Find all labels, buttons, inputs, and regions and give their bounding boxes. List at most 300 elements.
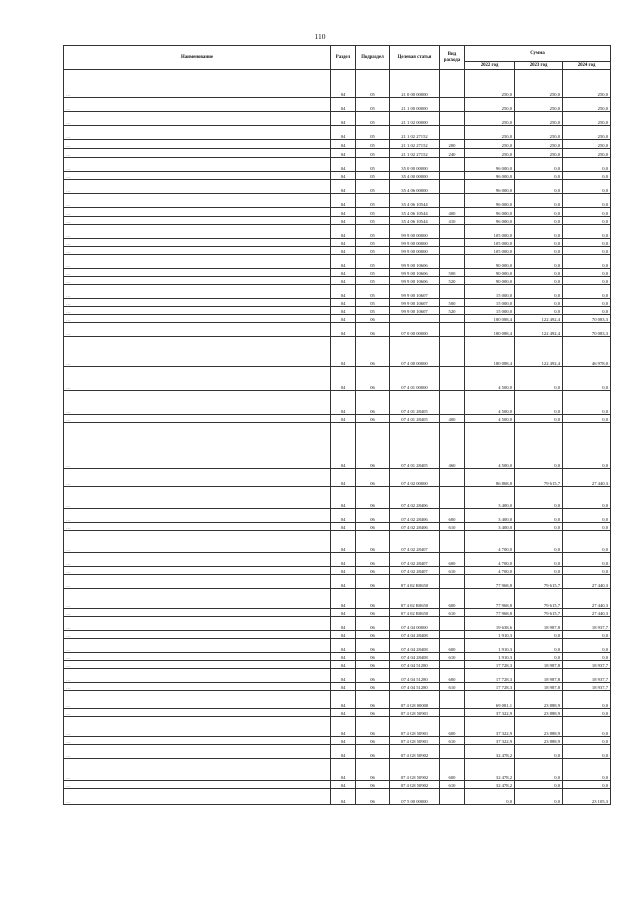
row-razdel: 04: [331, 653, 356, 661]
row-sum-2024: 0,0: [563, 307, 611, 315]
row-razdel: 04: [331, 609, 356, 617]
row-sum-2022: 4 500,0: [465, 423, 515, 469]
row-sum-2024: 0,0: [563, 737, 611, 745]
row-tselevaya-statya: 07 4 G8 00000: [390, 691, 440, 709]
row-vid-raskhodov: [440, 575, 465, 589]
row-vid-raskhodov: [440, 487, 465, 509]
row-podrazdel: 06: [356, 759, 390, 781]
row-sum-2022: 96 000,0: [465, 208, 515, 217]
row-tselevaya-statya: 07 4 01 28405: [390, 415, 440, 423]
table-row: [64, 307, 611, 315]
row-name: …: [64, 423, 331, 469]
row-sum-2023: 23 888,9: [515, 717, 563, 737]
row-sum-2024: 0,0: [563, 391, 611, 415]
row-vid-raskhodov: [440, 70, 465, 98]
row-sum-2022: 15 000,0: [465, 307, 515, 315]
row-podrazdel: 06: [356, 509, 390, 523]
row-tselevaya-statya: 21 1 02 27152: [390, 140, 440, 149]
row-vid-raskhodov: [440, 709, 465, 717]
row-vid-raskhodov: [440, 661, 465, 669]
row-vid-raskhodov: 520: [440, 307, 465, 315]
row-razdel: 04: [331, 98, 356, 112]
row-razdel: 04: [331, 661, 356, 669]
row-podrazdel: 06: [356, 639, 390, 653]
row-sum-2022: 4 700,0: [465, 531, 515, 553]
row-sum-2022: 250,0: [465, 140, 515, 149]
row-tselevaya-statya: [390, 315, 440, 323]
row-tselevaya-statya: 07 4 01 00000: [390, 367, 440, 391]
row-podrazdel: 05: [356, 112, 390, 126]
row-podrazdel: 06: [356, 669, 390, 683]
row-sum-2022: 69 081,1: [465, 691, 515, 709]
row-vid-raskhodov: 610: [440, 523, 465, 531]
row-sum-2023: 0,0: [515, 423, 563, 469]
row-razdel: 04: [331, 553, 356, 567]
row-tselevaya-statya: 35 4 00 00000: [390, 172, 440, 180]
row-name: …: [64, 70, 331, 98]
row-podrazdel: 06: [356, 653, 390, 661]
row-name: …: [64, 487, 331, 509]
row-sum-2023: 0,0: [515, 255, 563, 269]
row-sum-2023: 18 987,8: [515, 669, 563, 683]
table-row: [64, 691, 611, 709]
row-sum-2024: 250,0: [563, 112, 611, 126]
header-vid-raskhodov: Вид расхода: [440, 46, 465, 70]
row-name: …: [64, 575, 331, 589]
row-sum-2022: 3 400,0: [465, 523, 515, 531]
row-vid-raskhodov: [440, 745, 465, 759]
row-vid-raskhodov: [440, 194, 465, 208]
row-name: …: [64, 255, 331, 269]
row-sum-2022: 250,0: [465, 98, 515, 112]
table-row: [64, 112, 611, 126]
row-sum-2023: 0,0: [515, 367, 563, 391]
row-podrazdel: 06: [356, 323, 390, 337]
budget-table: [63, 45, 611, 805]
row-sum-2024: 0,0: [563, 180, 611, 194]
row-tselevaya-statya: 07 4 04 28408: [390, 639, 440, 653]
row-name: …: [64, 469, 331, 487]
row-vid-raskhodov: [440, 469, 465, 487]
row-sum-2023: 0,0: [515, 239, 563, 247]
row-sum-2023: 0,0: [515, 180, 563, 194]
row-sum-2023: 250,0: [515, 126, 563, 140]
row-sum-2024: 0,0: [563, 367, 611, 391]
row-vid-raskhodov: [440, 172, 465, 180]
row-sum-2024: 0,0: [563, 225, 611, 239]
row-sum-2024: 0,0: [563, 239, 611, 247]
row-sum-2024: 0,0: [563, 255, 611, 269]
row-sum-2023: 23 888,9: [515, 709, 563, 717]
row-razdel: 04: [331, 126, 356, 140]
row-razdel: 04: [331, 255, 356, 269]
row-sum-2024: 0,0: [563, 269, 611, 277]
row-razdel: 04: [331, 487, 356, 509]
row-podrazdel: 06: [356, 589, 390, 609]
row-sum-2023: 0,0: [515, 567, 563, 575]
table-row: [64, 247, 611, 255]
row-sum-2024: 0,0: [563, 247, 611, 255]
table-row: [64, 759, 611, 781]
row-razdel: 04: [331, 523, 356, 531]
row-vid-raskhodov: [440, 247, 465, 255]
row-podrazdel: 06: [356, 789, 390, 805]
row-podrazdel: 06: [356, 415, 390, 423]
row-tselevaya-statya: 99 9 00 10606: [390, 269, 440, 277]
row-name: …: [64, 98, 331, 112]
row-razdel: 04: [331, 509, 356, 523]
row-name: …: [64, 523, 331, 531]
row-tselevaya-statya: 07 4 02 R0650: [390, 589, 440, 609]
row-name: …: [64, 745, 331, 759]
row-tselevaya-statya: 07 4 04 28408: [390, 631, 440, 639]
row-podrazdel: 05: [356, 247, 390, 255]
row-vid-raskhodov: [440, 285, 465, 299]
row-sum-2023: 79 615,7: [515, 469, 563, 487]
row-razdel: 04: [331, 789, 356, 805]
row-name: …: [64, 126, 331, 140]
table-row: [64, 225, 611, 239]
row-tselevaya-statya: 07 4 00 00000: [390, 337, 440, 367]
row-vid-raskhodov: [440, 255, 465, 269]
row-name: …: [64, 737, 331, 745]
table-row: [64, 423, 611, 469]
row-sum-2022: 250,0: [465, 70, 515, 98]
row-podrazdel: 06: [356, 315, 390, 323]
row-sum-2022: 96 000,0: [465, 158, 515, 172]
row-tselevaya-statya: 35 0 00 00000: [390, 158, 440, 172]
row-name: …: [64, 531, 331, 553]
row-podrazdel: 06: [356, 781, 390, 789]
row-vid-raskhodov: 610: [440, 653, 465, 661]
row-name: …: [64, 589, 331, 609]
header-year-2024: 2024 год: [563, 62, 611, 70]
row-sum-2022: 105 000,0: [465, 239, 515, 247]
row-name: …: [64, 759, 331, 781]
row-razdel: 04: [331, 194, 356, 208]
row-sum-2023: 79 615,7: [515, 589, 563, 609]
row-sum-2024: 0,0: [563, 217, 611, 225]
row-name: …: [64, 140, 331, 149]
row-vid-raskhodov: 610: [440, 781, 465, 789]
row-podrazdel: 06: [356, 661, 390, 669]
row-sum-2022: 3 400,0: [465, 487, 515, 509]
row-tselevaya-statya: 99 9 00 10607: [390, 307, 440, 315]
row-sum-2024: 0,0: [563, 639, 611, 653]
row-vid-raskhodov: [440, 617, 465, 631]
row-podrazdel: 05: [356, 208, 390, 217]
row-podrazdel: 06: [356, 709, 390, 717]
row-sum-2024: 0,0: [563, 487, 611, 509]
row-tselevaya-statya: 07 4 04 51280: [390, 683, 440, 691]
row-razdel: 04: [331, 575, 356, 589]
row-sum-2022: 1 910,3: [465, 639, 515, 653]
row-sum-2022: 17 728,3: [465, 669, 515, 683]
row-podrazdel: 05: [356, 70, 390, 98]
row-podrazdel: 06: [356, 531, 390, 553]
row-sum-2022: 4 500,0: [465, 391, 515, 415]
table-row: [64, 523, 611, 531]
row-sum-2024: 250,0: [563, 140, 611, 149]
row-sum-2024: 0,0: [563, 285, 611, 299]
table-row: [64, 180, 611, 194]
row-vid-raskhodov: 610: [440, 737, 465, 745]
row-sum-2024: 0,0: [563, 759, 611, 781]
row-sum-2022: 96 000,0: [465, 194, 515, 208]
row-sum-2022: 32 478,2: [465, 759, 515, 781]
row-podrazdel: 06: [356, 423, 390, 469]
row-name: …: [64, 225, 331, 239]
row-sum-2023: 0,0: [515, 277, 563, 285]
row-podrazdel: 06: [356, 367, 390, 391]
row-vid-raskhodov: 200: [440, 140, 465, 149]
row-tselevaya-statya: 07 4 G8 50902: [390, 781, 440, 789]
row-podrazdel: 05: [356, 307, 390, 315]
table-row: [64, 639, 611, 653]
page-number: 110: [314, 32, 326, 41]
row-podrazdel: 06: [356, 487, 390, 509]
row-razdel: 04: [331, 140, 356, 149]
row-vid-raskhodov: 610: [440, 609, 465, 617]
row-sum-2024: 27 440,3: [563, 589, 611, 609]
row-vid-raskhodov: [440, 239, 465, 247]
table-row: [64, 269, 611, 277]
table-row: [64, 781, 611, 789]
row-sum-2022: 180 088,4: [465, 323, 515, 337]
row-sum-2022: 19 638,6: [465, 617, 515, 631]
row-podrazdel: 05: [356, 140, 390, 149]
table-row: [64, 126, 611, 140]
row-vid-raskhodov: 520: [440, 277, 465, 285]
row-name: …: [64, 315, 331, 323]
row-sum-2022: 0,0: [465, 789, 515, 805]
row-tselevaya-statya: 07 4 02 28407: [390, 567, 440, 575]
row-razdel: 04: [331, 247, 356, 255]
row-sum-2023: 0,0: [515, 194, 563, 208]
row-vid-raskhodov: 600: [440, 589, 465, 609]
row-tselevaya-statya: 21 1 02 27152: [390, 149, 440, 158]
row-sum-2023: 0,0: [515, 225, 563, 239]
row-vid-raskhodov: [440, 391, 465, 415]
row-razdel: 04: [331, 285, 356, 299]
row-sum-2023: 0,0: [515, 217, 563, 225]
row-razdel: 04: [331, 337, 356, 367]
row-sum-2024: 0,0: [563, 691, 611, 709]
row-sum-2024: 0,0: [563, 299, 611, 307]
row-sum-2022: 96 000,0: [465, 217, 515, 225]
table-row: [64, 653, 611, 661]
row-sum-2022: 4 700,0: [465, 553, 515, 567]
row-sum-2022: 4 700,0: [465, 567, 515, 575]
row-razdel: 04: [331, 217, 356, 225]
row-sum-2022: 105 000,0: [465, 247, 515, 255]
row-name: …: [64, 683, 331, 691]
row-name: …: [64, 661, 331, 669]
row-razdel: 04: [331, 112, 356, 126]
table-row: [64, 277, 611, 285]
row-vid-raskhodov: [440, 112, 465, 126]
row-name: …: [64, 631, 331, 639]
row-name: …: [64, 509, 331, 523]
row-podrazdel: 05: [356, 126, 390, 140]
row-razdel: 04: [331, 391, 356, 415]
table-row: [64, 158, 611, 172]
row-razdel: 04: [331, 759, 356, 781]
row-sum-2023: 0,0: [515, 307, 563, 315]
row-sum-2024: 27 440,3: [563, 469, 611, 487]
row-sum-2023: 0,0: [515, 653, 563, 661]
row-podrazdel: 05: [356, 158, 390, 172]
row-podrazdel: 05: [356, 255, 390, 269]
row-tselevaya-statya: 21 1 00 00000: [390, 98, 440, 112]
row-razdel: 04: [331, 745, 356, 759]
row-name: …: [64, 307, 331, 315]
row-sum-2023: 23 888,9: [515, 737, 563, 745]
row-name: …: [64, 367, 331, 391]
row-sum-2022: 250,0: [465, 149, 515, 158]
row-name: …: [64, 709, 331, 717]
row-sum-2023: 0,0: [515, 553, 563, 567]
table-row: [64, 683, 611, 691]
row-vid-raskhodov: 600: [440, 717, 465, 737]
table-row: [64, 617, 611, 631]
table-row: [64, 575, 611, 589]
row-sum-2024: 0,0: [563, 423, 611, 469]
row-name: …: [64, 194, 331, 208]
row-podrazdel: 06: [356, 617, 390, 631]
row-razdel: 04: [331, 307, 356, 315]
row-vid-raskhodov: [440, 631, 465, 639]
table-row: [64, 631, 611, 639]
row-name: …: [64, 239, 331, 247]
table-row: [64, 194, 611, 208]
row-podrazdel: 06: [356, 567, 390, 575]
row-sum-2023: 250,0: [515, 70, 563, 98]
row-name: …: [64, 391, 331, 415]
row-sum-2024: 18 937,7: [563, 669, 611, 683]
row-razdel: 04: [331, 469, 356, 487]
row-sum-2022: 1 910,3: [465, 653, 515, 661]
row-sum-2022: 1 910,3: [465, 631, 515, 639]
row-sum-2024: 0,0: [563, 509, 611, 523]
table-row: [64, 789, 611, 805]
row-sum-2023: 122 492,4: [515, 315, 563, 323]
row-tselevaya-statya: 07 5 00 00000: [390, 789, 440, 805]
table-row: [64, 709, 611, 717]
table-body: [64, 70, 611, 805]
row-sum-2023: 0,0: [515, 745, 563, 759]
row-sum-2024: 0,0: [563, 158, 611, 172]
row-sum-2022: 15 000,0: [465, 285, 515, 299]
row-sum-2023: 122 492,4: [515, 337, 563, 367]
row-podrazdel: 05: [356, 269, 390, 277]
row-podrazdel: 06: [356, 609, 390, 617]
row-vid-raskhodov: 400: [440, 208, 465, 217]
table-row: [64, 391, 611, 415]
row-sum-2023: 250,0: [515, 112, 563, 126]
row-razdel: 04: [331, 208, 356, 217]
row-sum-2024: 18 937,7: [563, 683, 611, 691]
row-tselevaya-statya: 35 4 06 00000: [390, 180, 440, 194]
row-sum-2022: 37 322,9: [465, 737, 515, 745]
table-row: [64, 661, 611, 669]
row-sum-2024: 18 937,7: [563, 617, 611, 631]
row-sum-2022: 3 400,0: [465, 509, 515, 523]
row-tselevaya-statya: 99 9 00 10606: [390, 277, 440, 285]
table-row: [64, 367, 611, 391]
row-sum-2023: 250,0: [515, 98, 563, 112]
row-vid-raskhodov: 610: [440, 567, 465, 575]
row-razdel: 04: [331, 737, 356, 745]
table-row: [64, 208, 611, 217]
header-name: Наименование: [64, 46, 331, 70]
row-tselevaya-statya: 07 4 01 28405: [390, 423, 440, 469]
row-sum-2023: 0,0: [515, 391, 563, 415]
row-razdel: 04: [331, 172, 356, 180]
row-tselevaya-statya: 07 4 01 28405: [390, 391, 440, 415]
row-sum-2023: 0,0: [515, 269, 563, 277]
row-sum-2023: 18 987,8: [515, 661, 563, 669]
row-tselevaya-statya: 07 4 G8 50901: [390, 717, 440, 737]
row-podrazdel: 05: [356, 172, 390, 180]
row-sum-2023: 0,0: [515, 299, 563, 307]
row-vid-raskhodov: [440, 315, 465, 323]
row-vid-raskhodov: 600: [440, 553, 465, 567]
row-tselevaya-statya: 07 4 04 28408: [390, 653, 440, 661]
row-vid-raskhodov: [440, 98, 465, 112]
row-name: …: [64, 553, 331, 567]
table-row: [64, 285, 611, 299]
row-razdel: 04: [331, 669, 356, 683]
row-vid-raskhodov: [440, 158, 465, 172]
row-tselevaya-statya: 07 4 G8 50901: [390, 737, 440, 745]
row-razdel: 04: [331, 149, 356, 158]
row-sum-2023: 122 492,4: [515, 323, 563, 337]
table-row: [64, 98, 611, 112]
row-tselevaya-statya: 99 9 00 10607: [390, 285, 440, 299]
table-row: [64, 717, 611, 737]
row-sum-2023: 250,0: [515, 140, 563, 149]
row-tselevaya-statya: 07 4 G8 50902: [390, 759, 440, 781]
row-name: …: [64, 653, 331, 661]
row-sum-2022: 32 478,2: [465, 745, 515, 759]
row-razdel: 04: [331, 423, 356, 469]
row-tselevaya-statya: 07 4 02 R0650: [390, 609, 440, 617]
row-vid-raskhodov: [440, 691, 465, 709]
row-razdel: 04: [331, 239, 356, 247]
row-sum-2024: 27 440,3: [563, 575, 611, 589]
table-row: [64, 567, 611, 575]
row-podrazdel: 05: [356, 194, 390, 208]
row-sum-2023: 0,0: [515, 631, 563, 639]
table-row: [64, 531, 611, 553]
row-podrazdel: 06: [356, 553, 390, 567]
row-tselevaya-statya: 99 9 00 00000: [390, 239, 440, 247]
table-row: [64, 255, 611, 269]
row-tselevaya-statya: 99 9 00 00000: [390, 247, 440, 255]
row-tselevaya-statya: 35 4 06 10544: [390, 217, 440, 225]
row-podrazdel: 06: [356, 717, 390, 737]
row-name: …: [64, 567, 331, 575]
header-year-2023: 2023 год: [515, 62, 563, 70]
row-tselevaya-statya: 35 4 06 10544: [390, 194, 440, 208]
row-vid-raskhodov: [440, 531, 465, 553]
row-vid-raskhodov: [440, 180, 465, 194]
row-sum-2023: 250,0: [515, 149, 563, 158]
row-tselevaya-statya: 35 4 06 10544: [390, 208, 440, 217]
row-razdel: 04: [331, 70, 356, 98]
table-row: [64, 149, 611, 158]
